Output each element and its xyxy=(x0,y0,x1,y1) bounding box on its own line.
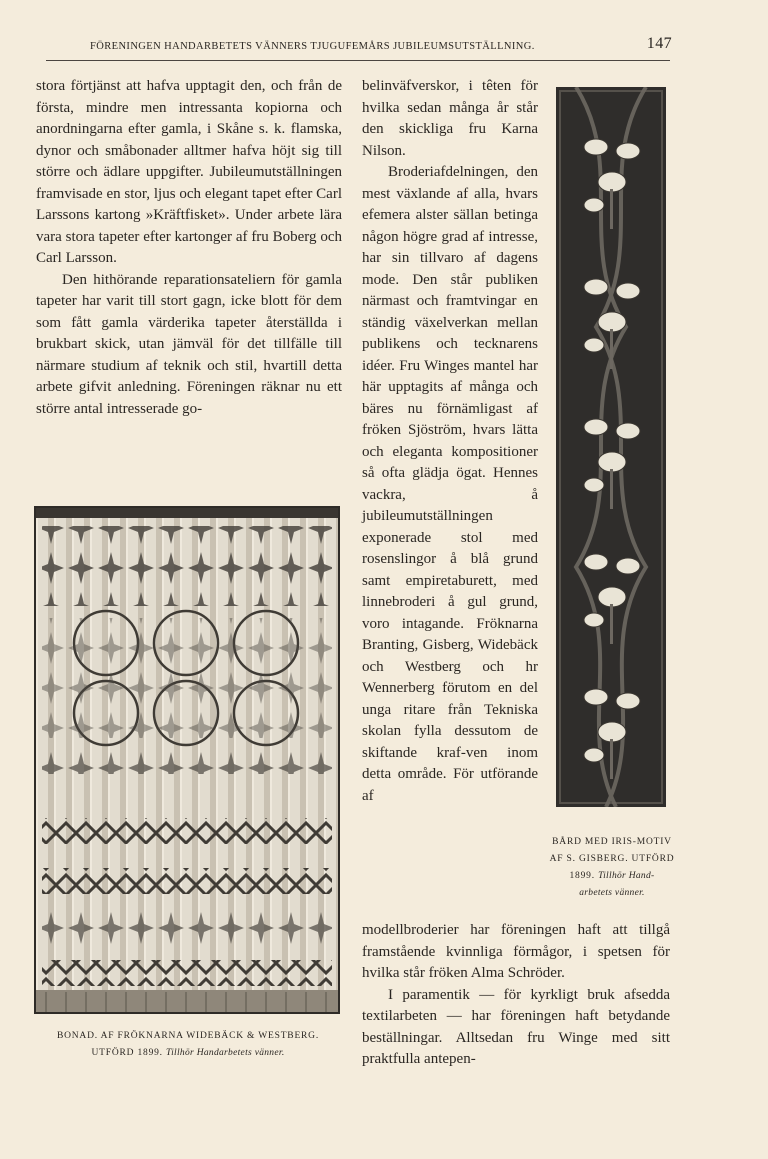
caption-owner: Tillhör Hand- xyxy=(598,871,655,881)
iris-band-caption xyxy=(540,834,684,902)
bottom-column-text xyxy=(362,920,670,1071)
caption-owner: Tillhör Handarbetets vänner. xyxy=(166,1048,285,1058)
bonad-caption xyxy=(32,1028,344,1062)
page-number: 147 xyxy=(646,35,672,52)
header-rule xyxy=(46,60,670,61)
caption-line: BÅRD MED IRIS-MOTIV xyxy=(552,837,672,847)
caption-line: AF S. GISBERG. UTFÖRD xyxy=(549,854,675,864)
caption-date: UTFÖRD 1899. xyxy=(91,1048,163,1058)
caption-line xyxy=(540,885,684,902)
iris-band-illustration xyxy=(556,87,666,807)
caption-owner-cont: arbetets vänner. xyxy=(579,888,645,898)
bonad-photo xyxy=(34,506,340,1014)
paragraph: Broderiafdelningen, den mest växlande af alla, hvars efemera alster sällan betinga någon högre grad af intresse, har sin tillvaro af dagens mode. Den står publiken närmast och framtvingar en ständig växelverkan mellan publikens och tecknarens idéer. Fru Winges mantel har här upptagits af många och bäres nu förnämligast af fröken Sjöström, hvars lätta och eleganta kompositioner så ofta glädja ögat. Hennes vackra, å jubileumutställningen exponerade stol med rosenslingor å blå grund samt empiretaburett, med linnebroderi å gul grund, voro intagande. Fröknarna Branting, Gisberg, Widebäck och Westberg och hr Wennerberg förutom en del unga ritare från Tekniska skolan fylla dessutom de skiftande kraf-ven inom detta område. För utförande af xyxy=(362,164,538,804)
paragraph: stora förtjänst att hafva upptagit den, och från de första, mindre men intressanta kopiorna och anordningarna efter gamla, i Skåne s. k. flamska, dynor och småbonader alltmer hafva höjt sig till större och ädlare uppgifter. Jubileumutställningen framvisade en stor, ljus och elegant tapet efter Carl Larssons kartong »Kräftfisket». Under arbete lära vara stora tapeter efter kartonger af fru Boberg och Carl Larsson. xyxy=(36,78,342,266)
caption-line xyxy=(540,868,684,885)
left-column-text xyxy=(36,76,342,420)
header-title: FÖRENINGEN HANDARBETETS VÄNNERS TJUGUFEMÅRS JUBILEUMSUTSTÄLLNING. xyxy=(90,41,535,52)
iris-band-photo xyxy=(556,87,666,807)
bonad-illustration xyxy=(36,508,338,1012)
paragraph: Den hithörande reparationsateliern för gamla tapeter har varit till stort gagn, icke blott för dem som fått gamla värderika tapeter återställda i brukbart skick, utan jämväl för det tillfälle till närmare studium af teknik och stil, hvartill detta arbete gifvit anledning. Föreningen räknar nu ett större antal intresserade go- xyxy=(36,271,342,417)
caption-line xyxy=(32,1045,344,1062)
paragraph: modellbroderier har föreningen haft att tillgå framstående kvinnliga förmågor, i spetsen för hvilka står fröken Alma Schröder. xyxy=(362,922,670,981)
paragraph: I paramentik — för kyrkligt bruk afsedda textilarbeten — har föreningen haft betydande beställningar. Alltsedan fru Winge med sitt praktfulla antepen- xyxy=(362,986,670,1067)
paragraph: belinväfverskor, i têten för hvilka sedan många år står den skickliga fru Karna Nilson. xyxy=(362,78,538,159)
caption-date: 1899. xyxy=(569,871,595,881)
caption-line: BONAD. AF FRÖKNARNA WIDEBÄCK & WESTBERG. xyxy=(56,1031,320,1041)
middle-column-text xyxy=(362,76,538,807)
running-header xyxy=(84,35,674,60)
